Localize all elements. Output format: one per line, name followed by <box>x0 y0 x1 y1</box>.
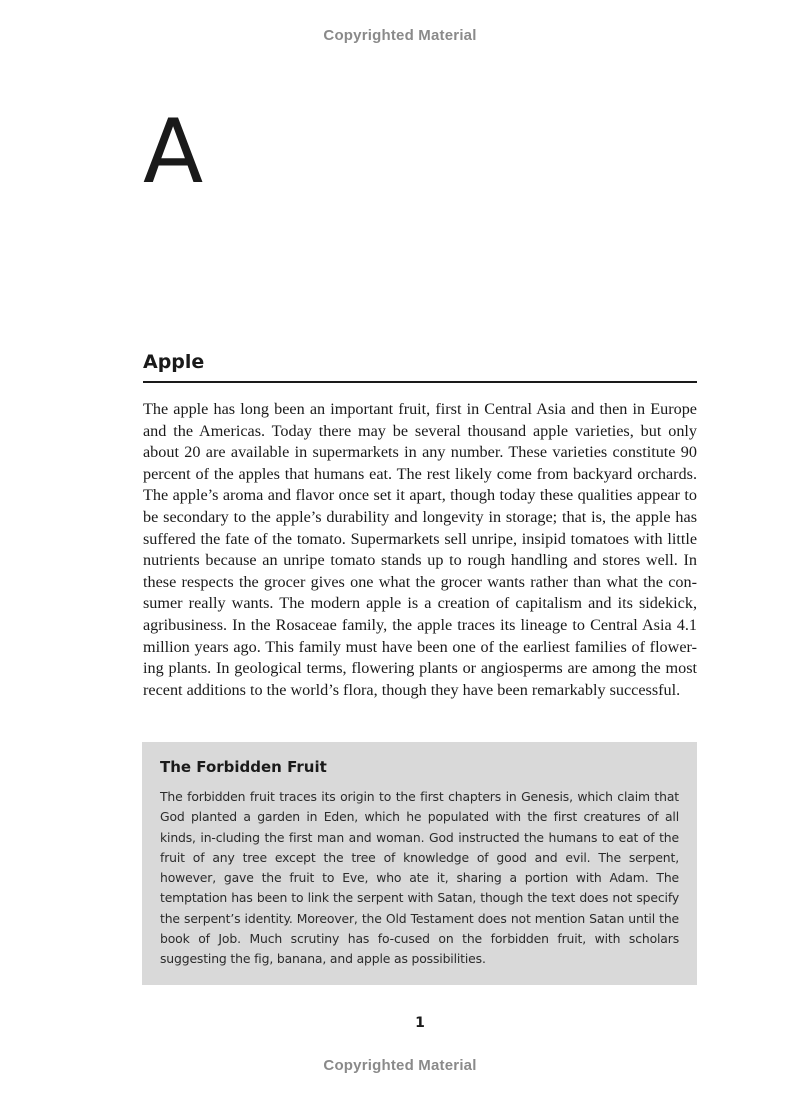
entry-body: The apple has long been an important fruit, first in Central Asia and then in Europe and the Americas. Today there may be several thousand apple varieties, but only about 20 are available in supermarkets in any number. These varieties constitute 90 percent of the apples that humans eat. The rest likely come from backyard orchards. The apple’s aroma and flavor once set it apart, though today these qualities appear to be secondary to the apple’s durability and longevity in storage; that is, the apple has suffered the fate of the tomato. Supermarkets sell unripe, insipid tomatoes with little nutrients because an unripe tomato stands up to rough handling and stores well. In these respects the grocer gives one what the grocer wants rather than what the con-sumer really wants. The modern apple is a creation of capitalism and its sidekick, agribusiness. In the Rosaceae family, the apple traces its lineage to Central Asia 4.1 million years ago. This family must have been one of the earliest families of flower-ing plants. In geological terms, flowering plants or angiosperms are among the most recent additions to the world’s flora, though they have been remarkably successful. <box>143 400 697 699</box>
watermark-top: Copyrighted Material <box>323 27 477 44</box>
page-number: 1 <box>415 1015 425 1031</box>
entry-title: Apple <box>143 351 205 373</box>
title-rule <box>143 381 697 383</box>
section-letter: A <box>143 100 202 203</box>
sidebar-box <box>142 742 697 985</box>
watermark-bottom: Copyrighted Material <box>323 1057 477 1074</box>
sidebar-body: The forbidden fruit traces its origin to the first chapters in Genesis, which claim that God planted a garden in Eden, which he populated with the first creatures of all kinds, in-cluding the first man and woman. God instructed the humans to eat of the fruit of any tree except the tree of knowledge of good and evil. The serpent, however, gave the fruit to Eve, who ate it, sharing a portion with Adam. The temptation has been to link the serpent with Satan, though the text does not specify the serpent’s identity. Moreover, the Old Testament does not mention Satan until the book of Job. Much scrutiny has fo-cused on the forbidden fruit, with scholars suggesting the fig, banana, and apple as possibilities. <box>160 789 679 967</box>
sidebar-title: The Forbidden Fruit <box>160 758 327 776</box>
